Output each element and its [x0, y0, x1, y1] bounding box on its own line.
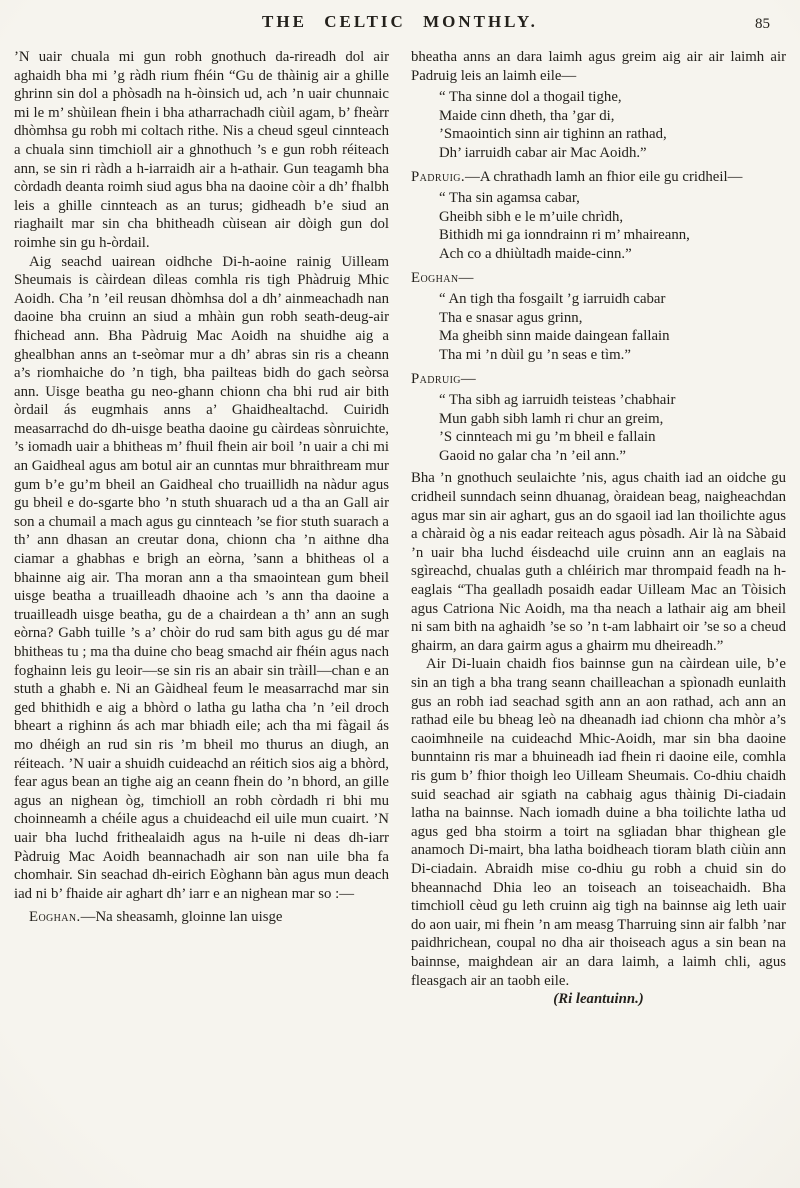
verse-line: Mun gabh sibh lamh ri chur an greim, [439, 410, 664, 427]
verse-line: “ Tha sinne dol a thogail tighe, [439, 89, 622, 106]
verse-stanza [439, 88, 786, 162]
verse-stanza [439, 189, 786, 263]
verse-line: “ Tha sin agamsa cabar, [439, 190, 580, 207]
speaker-paragraph: Padruig.—A chrathadh lamh an fhior eile gu cridheil— [411, 168, 743, 185]
verse-line: ’Smaointich sinn air tighinn an rathad, [439, 126, 667, 143]
verse-line: Tha mi ’n dùil gu ’n seas e tìm.” [439, 346, 631, 363]
page-header [14, 10, 786, 40]
speaker-name: Eoghan [411, 269, 459, 286]
verse-stanza [439, 290, 786, 364]
verse-line: Dh’ iarruidh cabar air Mac Aoidh.” [439, 144, 647, 161]
verse-line: Bithidh mi ga ionndrainn ri m’ mhaireann, [439, 227, 690, 244]
article-body [14, 48, 786, 1009]
verse-line: Gaoid no galar cha ’n ’eil ann.” [439, 447, 626, 464]
speaker-name: Eoghan. [29, 909, 81, 926]
paragraph: Air Di-luain chaidh fios bainnse gun na càirdean uile, b’e sin an tigh a bha trang seann chailleachan a spìonadh eunlaith gus an robh iad seachad sgith ann an aon rathad, ach ann an rathad eile bu bheag leò na dheanadh iad chionn cha mhòr a’s caoimhneile na cuideachd Mhic-Aoidh, mar sin bha daoine bunntainn ris mar a bhuineadh iad fhein ri daoine eile, comhla ris gum b’ fhior thoigh leo Uilleam Sheumais. Co-dhiu chaidh suid seachad air sgiath na cabhaig agus thàinig Di-ciadain latha na bainnse. Nach iomadh duine a bha toilichte latha ud agus ged bha stoirm a toirt na sgliadan bhar thighean gle anamoch Di-mairt, bha latha boidheach tioram blath ciùin ann Di-ciadain. Abraidh mise co-dhiu gu robh a chuid sin do bheannachd Dhia leo an toiseach an toiseachaidh. Bha timchioll cèud gu leth cruinn aig tigh na bainnse aig leth uair do aon uair, mi fhein ’n am measg Tharruing sinn air falbh ’nar paidhrichean, coupal no dha air thoiseach agus a sin bean na bainnse, maighdean air an dara laimh, a laimh chli, agus fleasgach air an taobh eile. [411, 656, 786, 989]
verse-line: “ An tigh tha fosgailt ’g iarruidh cabar [439, 291, 666, 308]
speaker-paragraph: Eoghan— [411, 269, 474, 286]
paragraph: Aig seachd uairean oidhche Di-h-aoine rainig Uilleam Sheumais is càirdean dìleas comhla ris tigh Phàdruig Mhic Aoidh. Cha ’n ’eil reusan dhòmhsa dol a dh’ ainmeachadh nan daoine bha cruinn an siud a mhàin gun robh seath-deug-air fhichead ann. Bha Pàdruig Mac Aoidh na shuidhe aig a ghealbhan anns an t-seòmar mur a dh’ abras sin ris a cheann a’s riomhaiche do ’n tigh, bha pailteas bidh do gach seòrsa ann. Uisge beatha gu neo-ghann chionn cha bhi rud air bith òrdail ás eugmhais anns a’ Ghaidhealtachd. Cuiridh measarrachd do dh-uisge beatha daoine gu càirdeas sònruichte, ’s iomadh uair a bhitheas m’ fhuil fhein air boil ’n uair a chi mi an Gaidheal agus am botul air an cunntas mur bhraithream mur gum b’e gu’m bheil an Gaidheal cho truaillidh na nàdur agus gu bheil e do-sgarte bho ’n stuth shuarach ud a tha an Gall air son a chumail a mach agus gu cinnteach ’se fior stuth suarach a th’ ann dhasan an creutar dona, chionn cha ’n aithne dha ciamar a ghabhas e brigh an eòrna, ’sann a bhitheas ol a bhainne aig air. Tha moran ann a tha smaointean gum bheil uisge beatha a truailleadh dhaoine ach ’s ann tha daoine a truailleadh uisge beatha, gu de a chairdean a th’ ann an sugh eòrna? Gabh tuille ’s a’ chòir do rud sam bith agus gu dé mar bhitheas tu ; ma tha duine cho beag smachd air fhéin agus nach foghainn leis gu leoir—se sin ris an abair sin tràill—chan e an stuth a ghabh e. Ni an Gàidheal feum le measarrachd mar sin ged bhithidh e aig a bhòrd o latha gu latha cha ’n ’eil droch bheart a righinn ás ach mar bhiadh eile; ach tha mi fàgail ás mo dhéigh an rud sin ris ’m bheil mo thurus an diugh, an réiteach. ’N uair a shuidh cuideachd an réitich sios aig a bhòrd, fear agus bean an tighe aig an ceann fhein do ’n bhord, an gille agus an nighean òg, timchioll an robh còrdadh ri bhi mu choinneamh a chéile agus a chuideachd eil uile mun cuairt. ’N uair bha luchd frithealaidh agus na h-uile ni deas dh-iarr Pàdruig Mac Aoidh beannachadh air son nan uile bha fa chomhair. Sin seachad dh-eirich Eòghann bàn agus mun deach iad ni b’ fhaide air aghart dh’ iarr e an nighean mar so :— [14, 253, 389, 902]
right-column [411, 48, 786, 1009]
paragraph: bheatha anns an dara laimh agus greim aig air air laimh air Padruig leis an laimh eile— [411, 49, 786, 84]
verse-stanza [439, 391, 786, 465]
verse-line: Tha e snasar agus grinn, [439, 309, 583, 326]
publication-title: THE CELTIC MONTHLY. [262, 12, 538, 31]
verse-line: ’S cinnteach mi gu ’m bheil e fallain [439, 429, 656, 446]
speaker-paragraph: Padruig— [411, 370, 476, 387]
page-number: 85 [755, 16, 770, 32]
verse-line: “ Tha sibh ag iarruidh teisteas ’chabhair [439, 392, 676, 409]
continuation-note: (Ri leantuinn.) [553, 991, 644, 1008]
left-column [14, 48, 389, 1009]
verse-line: Ach co a dhiùltadh maide-cinn.” [439, 245, 632, 262]
verse-line: Maide cinn dheth, tha ’gar di, [439, 107, 615, 124]
speaker-name: Padruig. [411, 168, 466, 185]
paragraph: Bha ’n gnothuch seulaichte ’nis, agus chaith iad an oidche gu cridheil sunndach seinn dhuanag, òraidean beag, naigheachdan agus mar sin air aghart, gus an do sgaoil iad lan thoilichte agus a chàraid òg a nis eadar reiteach agus pòsadh. Air là na Sàbaid ’n uair bha luchd éisdeachd uile cruinn ann an eaglais na sgìreachd, chualas guth a chléirich mar thrompaid feadh na h-eaglais “Tha gealladh posaidh eadar Uilleam Mac an Tòisich agus Catriona Nic Aoidh, ma tha neach a lathair aig am bheil ni sam bith na aghaidh ’se so ’n t-am labhairt oir ’se so a cheud ghairm, an dara gairm agus a ghairm mu dheireadh.” [411, 470, 786, 654]
speaker-paragraph: Eoghan.—Na sheasamh, gloinne lan uisge [29, 909, 283, 926]
paragraph: ’N uair chuala mi gun robh gnothuch da-rireadh dol air aghaidh bha mi ’g ràdh rium fhéin “Gu de thàinig air a ghille ghrinn sin dol a phòsadh na h-òinsich ud, ach ’n uair chunnaic mi le m’ shùilean fhein i bha atharrachadh ciùil agam, b’ fheàrr dhòmhsa gu robh mi coltach rithe. Nis a cheud sgeul cinnteach a chuala sinn timchioll air a ghnothuch ’s e gun robh réiteach ann, se sin ri ràdh a h-iarraidh air a h-athair. Gun teagamh bha còrdadh deanta roimh siud agus bha na daoine còir a dh’ fhalbh leis a ghille cinnteach as an turus; gidheadh b’e siud an riaghailt mar sin cha bhitheadh cùisean air dòigh gun dol roimhe sin gu h-òrdail. [14, 49, 389, 251]
verse-line: Ma gheibh sinn maide daingean fallain [439, 328, 670, 345]
speaker-name: Padruig [411, 370, 461, 387]
verse-line: Gheibh sibh e le m’uile chrìdh, [439, 208, 624, 225]
